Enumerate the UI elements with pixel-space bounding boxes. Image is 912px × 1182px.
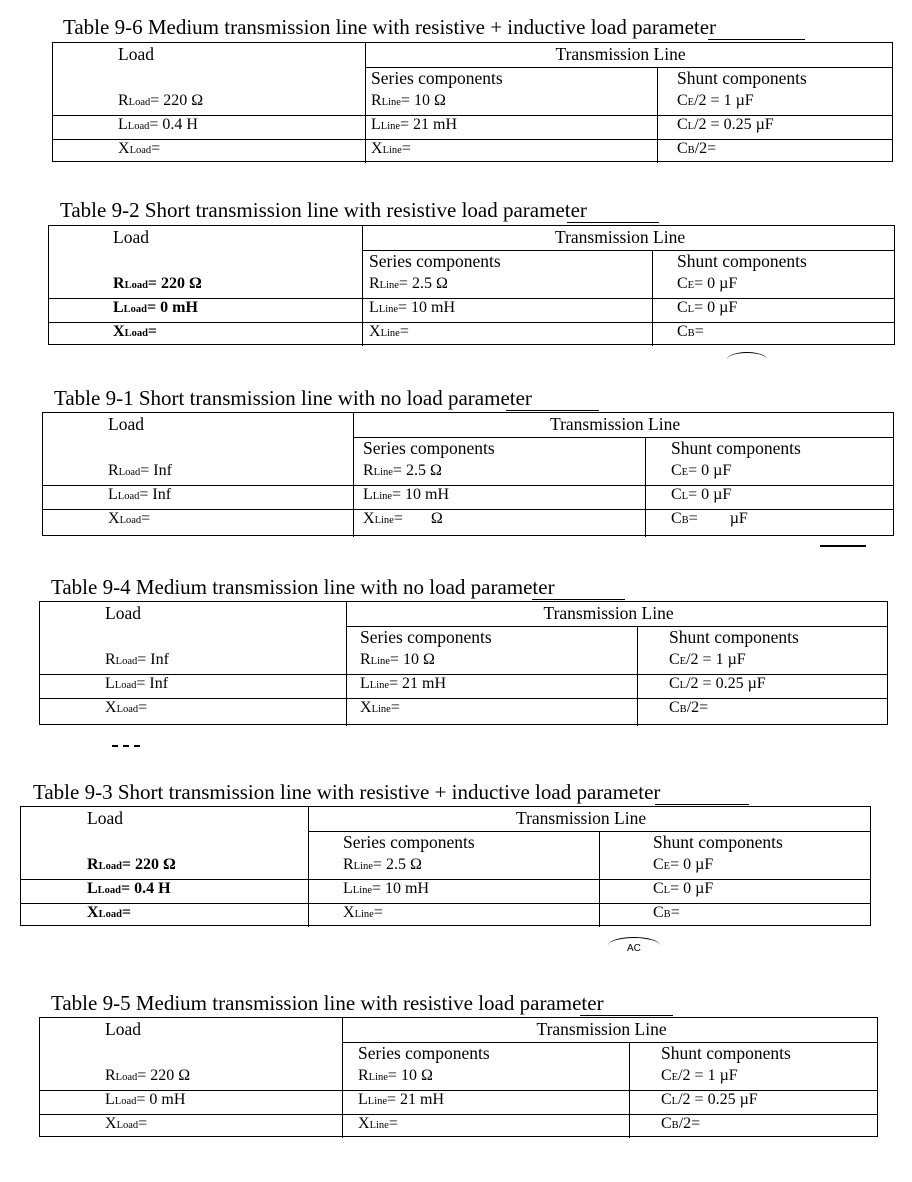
shunt-components-header: Shunt components (671, 438, 801, 458)
series-param (360, 699, 400, 717)
param-symbol: R (113, 275, 125, 292)
stray-dash-mark (112, 745, 140, 747)
shunt-param (677, 275, 737, 293)
series-param (358, 1115, 398, 1133)
param-symbol: X (369, 323, 381, 340)
param-subscript: Line (370, 656, 390, 667)
param-value: = µF (688, 510, 748, 527)
parameter-table (48, 225, 895, 345)
table-rule (599, 831, 600, 927)
param-subscript: E (687, 97, 695, 108)
transmission-line-header: Transmission Line (516, 808, 647, 828)
param-subscript: Load (127, 121, 150, 132)
table-rule (346, 602, 347, 726)
caption-underline (506, 410, 599, 411)
load-header: Load (87, 808, 123, 828)
shunt-param (653, 856, 713, 874)
table-rule (342, 1018, 343, 1138)
param-value: = (121, 904, 132, 921)
series-components-header: Series components (358, 1043, 490, 1063)
param-value: = 21 mH (389, 675, 447, 692)
param-value: = 21 mH (387, 1091, 445, 1108)
param-value: = Inf (139, 486, 172, 503)
param-subscript: L (663, 885, 671, 896)
param-subscript: Load (115, 656, 138, 667)
param-value: = (399, 323, 409, 340)
param-symbol: X (105, 699, 117, 716)
caption-underline (655, 804, 749, 805)
param-value: = 10 mH (392, 486, 450, 503)
param-value: /2 = 0.25 µF (694, 116, 774, 133)
param-value: = (694, 323, 704, 340)
shunt-param (677, 323, 704, 341)
shunt-param (677, 140, 716, 158)
param-value: = 10 mH (398, 299, 456, 316)
param-symbol: R (343, 856, 354, 873)
series-param (343, 880, 429, 898)
param-symbol: L (113, 299, 124, 316)
transmission-line-header: Transmission Line (555, 44, 686, 64)
shunt-param (677, 299, 737, 317)
param-symbol: L (118, 116, 128, 133)
load-param (105, 1067, 190, 1085)
param-subscript: B (679, 704, 687, 715)
param-symbol: R (105, 651, 116, 668)
table-caption: Table 9-2 Short transmission line with resistive load parameter (60, 198, 587, 222)
param-subscript: E (663, 861, 671, 872)
series-components-header: Series components (343, 832, 475, 852)
param-value: /2 = 1 µF (678, 1067, 738, 1084)
series-components-header: Series components (369, 251, 501, 271)
param-subscript: Load (119, 515, 142, 526)
series-param (371, 140, 411, 158)
param-value: = 0 µF (694, 299, 738, 316)
param-value: = Ω (393, 510, 443, 527)
param-subscript: Line (353, 861, 373, 872)
param-subscript: Load (98, 861, 122, 872)
caption-underline (580, 1015, 673, 1016)
caption-underline (532, 599, 625, 600)
param-symbol: L (108, 486, 118, 503)
param-symbol: X (363, 510, 375, 527)
series-param (371, 116, 457, 134)
param-subscript: Line (354, 909, 374, 920)
shunt-components-header: Shunt components (669, 627, 799, 647)
param-symbol: L (358, 1091, 368, 1108)
param-value: = 0.4 H (121, 880, 171, 897)
param-value: = 2.5 Ω (372, 856, 422, 873)
param-subscript: Line (380, 328, 400, 339)
shunt-param (661, 1067, 738, 1085)
load-param (105, 651, 169, 669)
series-param (369, 323, 409, 341)
param-subscript: Load (116, 704, 139, 715)
shunt-components-header: Shunt components (653, 832, 783, 852)
shunt-param (677, 116, 774, 134)
shunt-param (653, 880, 713, 898)
load-param (105, 1091, 185, 1109)
param-value: = 10 Ω (389, 651, 435, 668)
param-value: = 0 mH (136, 1091, 186, 1108)
param-value: = (138, 1115, 148, 1132)
param-value: = 220 Ω (137, 1067, 191, 1084)
param-subscript: Load (98, 909, 122, 920)
series-components-header: Series components (371, 68, 503, 88)
param-symbol: C (671, 510, 682, 527)
stray-arc-mark (727, 352, 767, 367)
param-symbol: L (87, 880, 98, 897)
table-rule (53, 139, 892, 140)
param-value: = (151, 140, 161, 157)
shunt-param (671, 510, 748, 528)
param-symbol: C (677, 116, 688, 133)
table-rule (49, 322, 894, 323)
series-param (358, 1091, 444, 1109)
param-subscript: Line (372, 491, 393, 502)
load-param (118, 92, 203, 110)
param-symbol: C (653, 856, 664, 873)
parameter-table (39, 1017, 878, 1137)
table-rule (652, 250, 653, 346)
table-rule (365, 43, 366, 163)
param-symbol: R (369, 275, 380, 292)
table-rule (40, 1114, 877, 1115)
param-subscript: B (687, 328, 695, 339)
param-value: = 10 Ω (387, 1067, 433, 1084)
shunt-param (677, 92, 754, 110)
param-subscript: Load (114, 680, 137, 691)
param-subscript: L (671, 1096, 679, 1107)
series-param (363, 486, 449, 504)
transmission-line-header: Transmission Line (543, 603, 674, 623)
load-param (105, 1115, 147, 1133)
param-symbol: C (669, 699, 680, 716)
param-subscript: Line (382, 145, 402, 156)
param-subscript: Load (118, 467, 141, 478)
load-param (118, 116, 198, 134)
table-rule (43, 509, 893, 510)
caption-underline (567, 222, 659, 223)
shunt-param (661, 1091, 758, 1109)
param-symbol: L (105, 675, 115, 692)
param-subscript: B (671, 1120, 679, 1131)
param-symbol: X (358, 1115, 370, 1132)
param-subscript: Load (116, 1120, 139, 1131)
shunt-components-header: Shunt components (677, 251, 807, 271)
shunt-param (669, 699, 708, 717)
param-symbol: C (677, 275, 688, 292)
param-subscript: Load (115, 1072, 138, 1083)
param-value: /2= (678, 1115, 701, 1132)
table-rule (21, 903, 870, 904)
param-value: /2 = 0.25 µF (686, 675, 766, 692)
param-subscript: B (687, 145, 695, 156)
param-value: = 220 Ω (121, 856, 176, 873)
series-param (343, 904, 383, 922)
parameter-table (20, 806, 871, 926)
param-subscript: Line (373, 467, 393, 478)
param-value: = (401, 140, 411, 157)
param-subscript: Load (129, 145, 152, 156)
series-components-header: Series components (360, 627, 492, 647)
shunt-param (671, 486, 731, 504)
table-rule (637, 626, 638, 726)
param-symbol: L (360, 675, 370, 692)
shunt-param (671, 462, 731, 480)
table-rule (657, 67, 658, 163)
load-param (113, 299, 198, 317)
load-header: Load (113, 227, 149, 247)
parameter-table (39, 601, 888, 725)
transmission-line-header: Transmission Line (550, 414, 681, 434)
param-value: = 0 mH (147, 299, 198, 316)
param-value: /2 = 0.25 µF (678, 1091, 758, 1108)
param-subscript: Line (367, 1096, 388, 1107)
shunt-param (653, 904, 680, 922)
shunt-param (669, 651, 746, 669)
param-symbol: R (360, 651, 371, 668)
table-caption: Table 9-5 Medium transmission line with resistive load parameter (51, 991, 604, 1015)
param-subscript: Line (374, 515, 394, 526)
shunt-components-header: Shunt components (661, 1043, 791, 1063)
param-subscript: Load (123, 304, 148, 315)
param-symbol: R (108, 462, 119, 479)
stray-line-mark (820, 545, 866, 547)
param-value: = 0 µF (670, 856, 714, 873)
load-param (113, 323, 157, 341)
shunt-param (669, 675, 766, 693)
param-subscript: Line (369, 1120, 389, 1131)
param-value: = (670, 904, 680, 921)
param-symbol: R (358, 1067, 369, 1084)
param-subscript: B (663, 909, 671, 920)
param-symbol: X (108, 510, 120, 527)
param-value: = 220 Ω (150, 92, 204, 109)
param-symbol: C (661, 1115, 672, 1132)
series-param (369, 275, 448, 293)
load-param (108, 486, 171, 504)
param-value: = 0 µF (670, 880, 714, 897)
load-param (87, 856, 176, 874)
param-symbol: C (669, 675, 680, 692)
param-value: = (388, 1115, 398, 1132)
ac-label: AC (627, 943, 641, 954)
param-subscript: L (681, 491, 689, 502)
load-param (87, 880, 171, 898)
parameter-table (42, 412, 894, 536)
param-symbol: C (671, 486, 682, 503)
param-subscript: L (687, 121, 695, 132)
table-rule (645, 437, 646, 537)
param-value: /2 = 1 µF (694, 92, 754, 109)
param-value: = 0 µF (688, 486, 732, 503)
param-symbol: R (118, 92, 129, 109)
load-param (87, 904, 131, 922)
param-symbol: X (87, 904, 99, 921)
param-value: = 2.5 Ω (398, 275, 448, 292)
param-subscript: Load (114, 1096, 137, 1107)
param-subscript: Line (380, 121, 401, 132)
param-value: = 220 Ω (147, 275, 202, 292)
series-param (363, 510, 443, 528)
series-param (360, 651, 435, 669)
table-rule (40, 698, 887, 699)
load-param (113, 275, 202, 293)
param-symbol: X (360, 699, 372, 716)
param-subscript: Line (369, 680, 390, 691)
load-param (108, 510, 150, 528)
param-value: = (390, 699, 400, 716)
param-symbol: X (105, 1115, 117, 1132)
param-subscript: Line (379, 280, 399, 291)
param-symbol: C (677, 323, 688, 340)
param-subscript: Load (124, 328, 148, 339)
param-subscript: L (679, 680, 687, 691)
series-param (358, 1067, 433, 1085)
transmission-line-header: Transmission Line (555, 227, 686, 247)
param-subscript: Line (368, 1072, 388, 1083)
series-param (369, 299, 455, 317)
series-param (371, 92, 446, 110)
param-symbol: C (653, 880, 664, 897)
param-subscript: Line (378, 304, 399, 315)
param-value: = Inf (136, 675, 169, 692)
load-param (105, 675, 168, 693)
param-subscript: E (681, 467, 689, 478)
param-symbol: C (671, 462, 682, 479)
param-value: = 10 mH (372, 880, 430, 897)
parameter-table (52, 42, 893, 162)
table-rule (362, 226, 363, 346)
table-rule (629, 1042, 630, 1138)
param-symbol: X (343, 904, 355, 921)
table-caption: Table 9-4 Medium transmission line with no load parameter (51, 575, 555, 599)
param-symbol: L (369, 299, 379, 316)
param-subscript: Line (352, 885, 373, 896)
table-rule (353, 413, 354, 537)
param-value: = 21 mH (400, 116, 458, 133)
param-value: /2 = 1 µF (686, 651, 746, 668)
param-value: /2= (686, 699, 709, 716)
param-value: = Inf (140, 462, 172, 479)
caption-underline (708, 39, 805, 40)
load-header: Load (108, 414, 144, 434)
series-param (363, 462, 442, 480)
table-caption: Table 9-1 Short transmission line with no load parameter (54, 386, 532, 410)
param-value: = (138, 699, 148, 716)
param-symbol: C (677, 92, 688, 109)
param-subscript: Load (117, 491, 140, 502)
load-header: Load (118, 44, 154, 64)
load-header: Load (105, 1019, 141, 1039)
param-symbol: L (371, 116, 381, 133)
param-symbol: R (363, 462, 374, 479)
param-symbol: X (371, 140, 383, 157)
param-value: = 0 µF (688, 462, 732, 479)
param-symbol: R (371, 92, 382, 109)
param-symbol: C (661, 1091, 672, 1108)
series-components-header: Series components (363, 438, 495, 458)
param-value: = 0.4 H (149, 116, 198, 133)
param-subscript: Load (124, 280, 148, 291)
param-subscript: E (679, 656, 687, 667)
param-symbol: C (677, 140, 688, 157)
param-subscript: Load (97, 885, 122, 896)
param-symbol: C (661, 1067, 672, 1084)
param-subscript: Line (371, 704, 391, 715)
param-value: = (147, 323, 158, 340)
param-subscript: E (671, 1072, 679, 1083)
param-symbol: C (669, 651, 680, 668)
param-symbol: C (653, 904, 664, 921)
param-value: = 0 µF (694, 275, 738, 292)
load-param (105, 699, 147, 717)
param-subscript: E (687, 280, 695, 291)
load-header: Load (105, 603, 141, 623)
param-symbol: L (343, 880, 353, 897)
param-value: = (373, 904, 383, 921)
param-symbol: C (677, 299, 688, 316)
table-caption: Table 9-6 Medium transmission line with resistive + inductive load parameter (63, 15, 717, 39)
series-param (360, 675, 446, 693)
param-symbol: X (118, 140, 130, 157)
param-value: = 2.5 Ω (392, 462, 442, 479)
transmission-line-header: Transmission Line (536, 1019, 667, 1039)
param-subscript: L (687, 304, 695, 315)
param-symbol: L (363, 486, 373, 503)
param-value: /2= (694, 140, 717, 157)
param-symbol: X (113, 323, 125, 340)
table-caption: Table 9-3 Short transmission line with resistive + inductive load parameter (33, 780, 661, 804)
load-param (108, 462, 172, 480)
shunt-components-header: Shunt components (677, 68, 807, 88)
param-subscript: B (681, 515, 689, 526)
param-symbol: R (87, 856, 99, 873)
param-value: = Inf (137, 651, 169, 668)
param-symbol: R (105, 1067, 116, 1084)
param-value: = (141, 510, 151, 527)
series-param (343, 856, 422, 874)
param-symbol: L (105, 1091, 115, 1108)
load-param (118, 140, 160, 158)
param-subscript: Load (128, 97, 151, 108)
table-rule (308, 807, 309, 927)
param-value: = 10 Ω (400, 92, 446, 109)
param-subscript: Line (381, 97, 401, 108)
shunt-param (661, 1115, 700, 1133)
